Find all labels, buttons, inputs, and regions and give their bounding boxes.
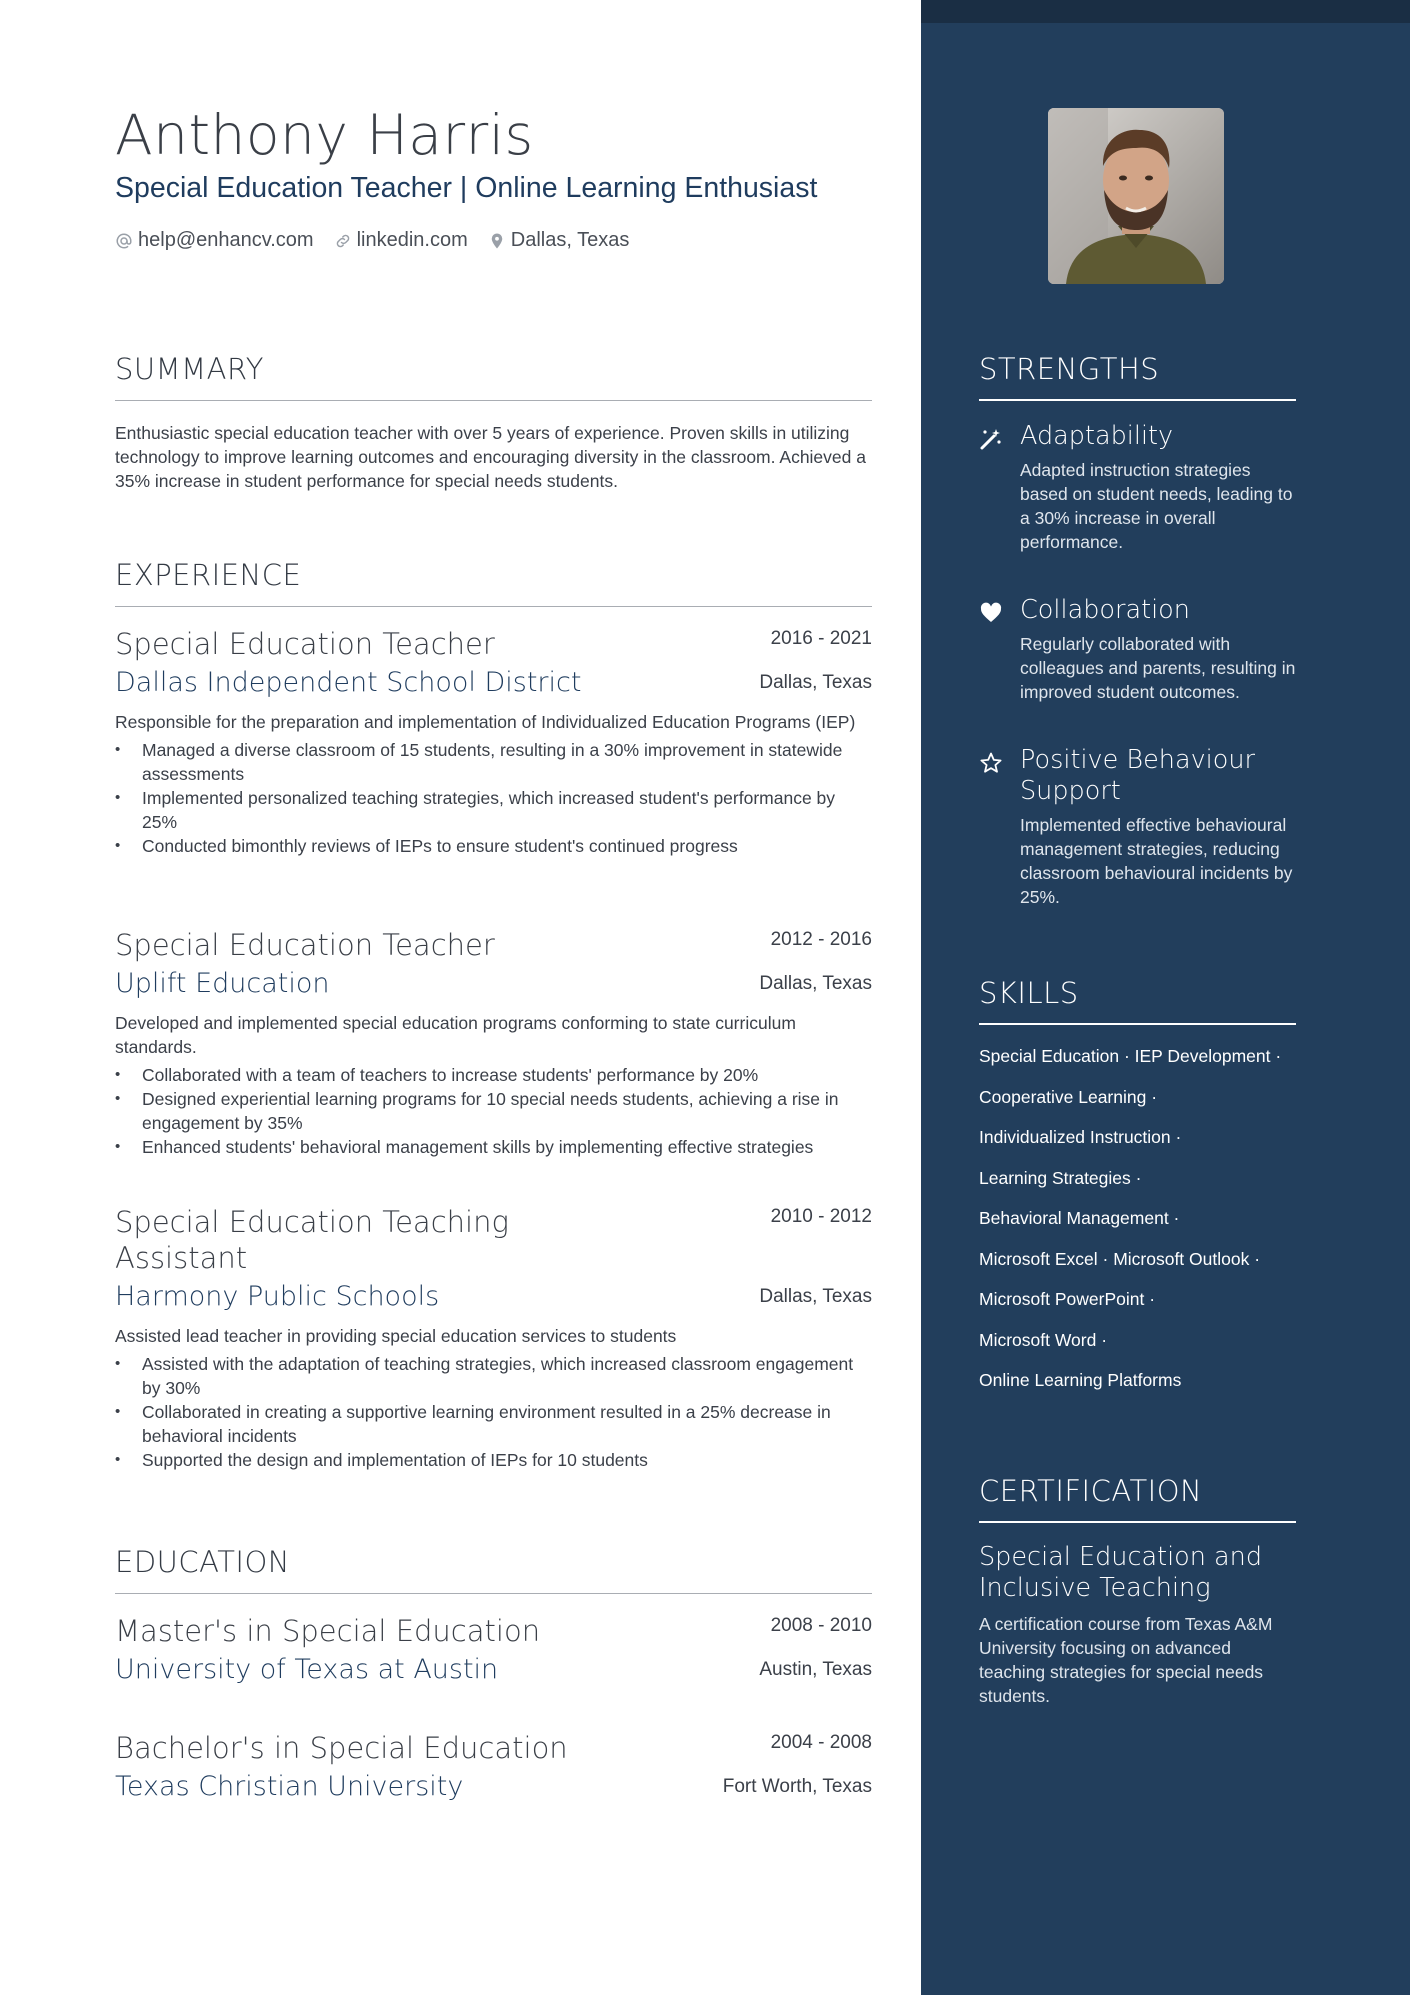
job-location: Dallas, Texas xyxy=(759,1286,872,1307)
skills-row: Learning Strategies · xyxy=(979,1167,1142,1188)
job-bullet: • Collaborated with a team of teachers to increase students' performance by 20% xyxy=(115,1063,872,1087)
education-divider xyxy=(115,1593,872,1594)
strength-name: Positive Behaviour Support xyxy=(1020,745,1256,806)
candidate-name: Anthony Harris xyxy=(115,103,534,167)
strength-name: Collaboration xyxy=(1020,595,1190,625)
job-bullets xyxy=(115,1063,872,1159)
experience-divider xyxy=(115,606,872,607)
education-location: Fort Worth, Texas xyxy=(722,1776,872,1797)
certification-divider xyxy=(979,1521,1296,1523)
strength-description: Adapted instruction strategies based on student needs, leading to a 30% increase in overall performance. xyxy=(1020,460,1293,552)
job-description: Responsible for the preparation and implementation of Individualized Education Programs (IEP) xyxy=(115,712,856,732)
job-title: Special Education Teacher xyxy=(115,928,495,962)
job-bullet: • Collaborated in creating a supportive learning environment resulted in a 25% decrease in behavioral incidents xyxy=(115,1400,872,1448)
skills-divider xyxy=(979,1023,1296,1025)
magic-wand-icon xyxy=(979,427,1003,451)
job-bullet: • Managed a diverse classroom of 15 students, resulting in a 30% improvement in statewide assessments xyxy=(115,738,872,786)
skills-row: Online Learning Platforms xyxy=(979,1370,1182,1390)
strength-item xyxy=(979,595,1299,704)
sidebar xyxy=(921,0,1410,1995)
job-description: Developed and implemented special education programs conforming to state curriculum standards. xyxy=(115,1013,796,1057)
job-location: Dallas, Texas xyxy=(759,672,872,693)
school-name: Texas Christian University xyxy=(115,1771,464,1802)
summary-text: Enthusiastic special education teacher with over 5 years of experience. Proven skills in utilizing technology to improve learning outcomes and encouraging diversity in the classroom. Achieved a 35% increase in student performance for special needs students. xyxy=(115,423,866,491)
skills-row: Special Education · IEP Development · xyxy=(979,1046,1282,1066)
summary-divider xyxy=(115,400,872,401)
education-dates: 2004 - 2008 xyxy=(770,1732,872,1753)
strength-description: Regularly collaborated with colleagues and parents, resulting in improved student outcomes. xyxy=(1020,634,1296,702)
skills-row: Microsoft Word · xyxy=(979,1329,1108,1350)
contact-row xyxy=(115,229,629,252)
skills-row: Individualized Instruction · xyxy=(979,1127,1182,1147)
job-bullet: • Implemented personalized teaching strategies, which increased student's performance by 25% xyxy=(115,786,872,834)
school-name: University of Texas at Austin xyxy=(115,1654,499,1685)
job-description: Assisted lead teacher in providing special education services to students xyxy=(115,1326,677,1346)
sidebar-top-band xyxy=(921,0,1410,23)
job-dates: 2010 - 2012 xyxy=(770,1206,872,1227)
education-location: Austin, Texas xyxy=(759,1659,872,1680)
skills-list xyxy=(979,1044,1309,1409)
link-icon xyxy=(334,232,352,250)
contact-linkedin-text: linkedin.com xyxy=(356,229,468,251)
skills-row: Cooperative Learning · xyxy=(979,1086,1158,1107)
experience-item xyxy=(115,1204,872,1472)
strengths-divider xyxy=(979,399,1296,401)
at-icon xyxy=(115,232,133,250)
degree-title: Master's in Special Education xyxy=(115,1614,541,1648)
certification-description: A certification course from Texas A&M University focusing on advanced teaching strategies for special needs students. xyxy=(979,1614,1273,1706)
star-icon xyxy=(979,751,1003,775)
job-bullet: • Designed experiential learning programs for 10 special needs students, achieving a rise in engagement by 35% xyxy=(115,1087,872,1135)
person-avatar-icon xyxy=(1048,108,1224,284)
job-bullets xyxy=(115,1352,872,1472)
experience-heading: EXPERIENCE xyxy=(115,558,302,592)
skills-row: Behavioral Management · xyxy=(979,1208,1180,1228)
job-title: Special Education Teaching Assistant xyxy=(115,1205,509,1275)
job-company: Harmony Public Schools xyxy=(115,1281,440,1312)
certification-heading: CERTIFICATION xyxy=(979,1474,1203,1508)
education-dates: 2008 - 2010 xyxy=(770,1615,872,1636)
profile-photo xyxy=(1048,108,1224,284)
experience-item xyxy=(115,927,872,1159)
strength-description: Implemented effective behavioural management strategies, reducing classroom behavioural incidents by 25%. xyxy=(1020,815,1293,907)
headline: Special Education Teacher | Online Learning Enthusiast xyxy=(115,172,818,204)
job-dates: 2016 - 2021 xyxy=(770,628,872,649)
education-item xyxy=(115,1613,872,1687)
contact-email[interactable] xyxy=(115,229,314,252)
skills-row: Microsoft PowerPoint · xyxy=(979,1289,1156,1309)
strengths-heading: STRENGTHS xyxy=(979,352,1160,386)
contact-location xyxy=(488,229,630,252)
summary-heading: SUMMARY xyxy=(115,352,265,386)
job-bullet: • Assisted with the adaptation of teaching strategies, which increased classroom engagement by 30% xyxy=(115,1352,872,1400)
strength-item xyxy=(979,421,1299,554)
strength-item xyxy=(979,745,1299,909)
job-bullet: • Supported the design and implementation of IEPs for 10 students xyxy=(115,1448,872,1472)
job-location: Dallas, Texas xyxy=(759,973,872,994)
contact-email-text: help@enhancv.com xyxy=(138,229,314,251)
education-item xyxy=(115,1730,872,1804)
location-pin-icon xyxy=(488,232,506,250)
strength-name: Adaptability xyxy=(1020,421,1174,451)
experience-item xyxy=(115,626,872,858)
degree-title: Bachelor's in Special Education xyxy=(115,1731,568,1765)
job-bullet: • Conducted bimonthly reviews of IEPs to ensure student's continued progress xyxy=(115,834,872,858)
job-company: Dallas Independent School District xyxy=(115,667,582,698)
job-dates: 2012 - 2016 xyxy=(770,929,872,950)
heart-icon xyxy=(979,601,1003,625)
job-bullet: • Enhanced students' behavioral management skills by implementing effective strategies xyxy=(115,1135,872,1159)
skills-row: Microsoft Excel · Microsoft Outlook · xyxy=(979,1248,1261,1269)
job-title: Special Education Teacher xyxy=(115,627,495,661)
contact-location-text: Dallas, Texas xyxy=(510,229,630,251)
job-bullets xyxy=(115,738,872,858)
education-heading: EDUCATION xyxy=(115,1545,291,1579)
certification-name: Special Education and Inclusive Teaching xyxy=(979,1542,1263,1603)
skills-heading: SKILLS xyxy=(979,976,1079,1010)
contact-linkedin[interactable] xyxy=(334,229,468,252)
job-company: Uplift Education xyxy=(115,968,330,999)
